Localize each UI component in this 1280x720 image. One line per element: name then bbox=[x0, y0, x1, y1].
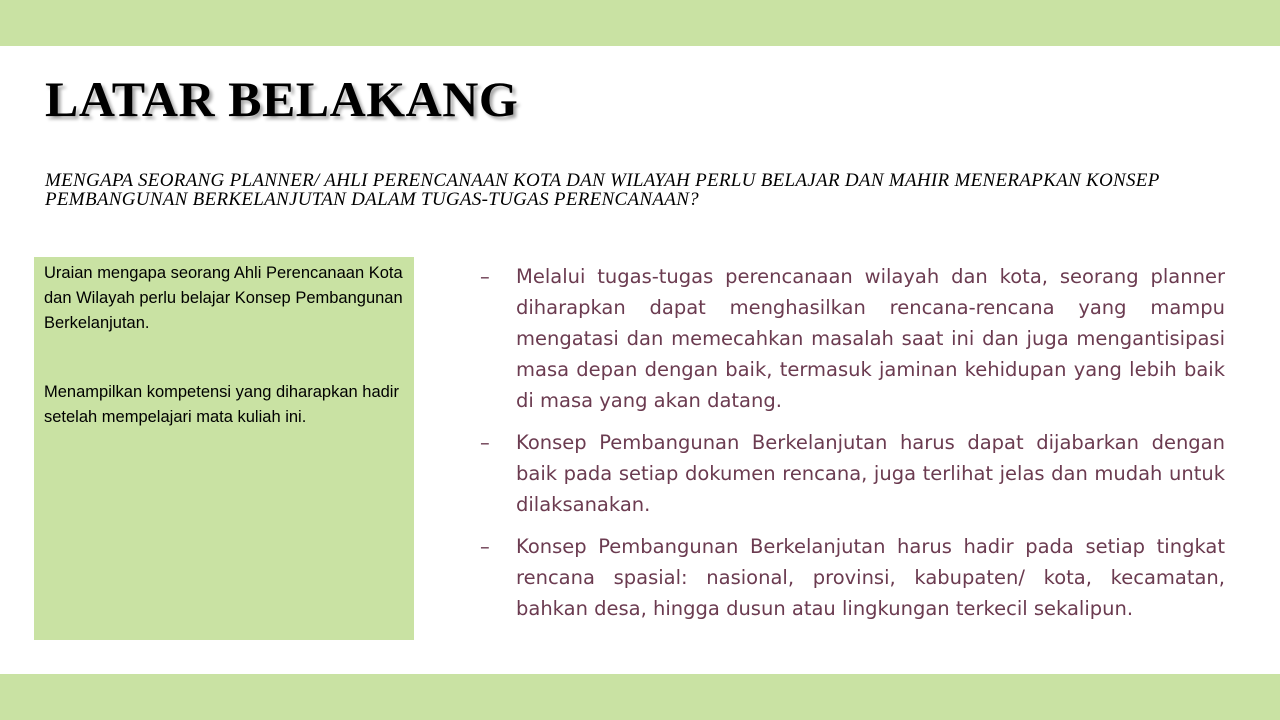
bullet-text-2: Konsep Pembangunan Berkelanjutan harus dapat dijabarkan dengan baik pada setiap dokumen rencana, juga terlihat jelas dan mudah untuk dilaksanakan. bbox=[516, 431, 1225, 516]
note-paragraph-2: Menampilkan kompetensi yang diharapkan hadir setelah mempelajari mata kuliah ini. bbox=[44, 383, 399, 426]
bullet-list bbox=[480, 261, 1225, 635]
bullet-item-3 bbox=[480, 531, 1225, 624]
bullet-text-1: Melalui tugas-tugas perencanaan wilayah dan kota, seorang planner diharapkan dapat menghasilkan rencana-rencana yang mampu mengatasi dan memecahkan masalah saat ini dan juga mengantisipasi masa depan dengan baik, termasuk jaminan kehidupan yang lebih baik di masa yang akan datang. bbox=[516, 265, 1225, 412]
dash-bullet-icon: – bbox=[480, 535, 490, 558]
slide-title: LATAR BELAKANG bbox=[45, 71, 519, 127]
dash-bullet-icon: – bbox=[480, 265, 490, 288]
bullet-item-1 bbox=[480, 261, 1225, 416]
bullet-item-2 bbox=[480, 427, 1225, 520]
bullet-text-3: Konsep Pembangunan Berkelanjutan harus hadir pada setiap tingkat rencana spasial: nasional, provinsi, kabupaten/ kota, kecamatan, bahkan desa, hingga dusun atau lingkungan terkecil sekalipun. bbox=[516, 535, 1225, 620]
dash-bullet-icon: – bbox=[480, 431, 490, 454]
slide-subtitle: MENGAPA SEORANG PLANNER/ AHLI PERENCANAAN KOTA DAN WILAYAH PERLU BELAJAR DAN MAHIR MENERAPKAN KONSEP PEMBANGUNAN BERKELANJUTAN DALAM TUGAS-TUGAS PERENCANAAN? bbox=[45, 170, 1160, 210]
note-paragraph-1: Uraian mengapa seorang Ahli Perencanaan Kota dan Wilayah perlu belajar Konsep Pembangunan Berkelanjutan. bbox=[44, 264, 403, 332]
speaker-note-box bbox=[34, 257, 414, 640]
bottom-accent-band bbox=[0, 674, 1280, 720]
top-accent-band bbox=[0, 0, 1280, 46]
